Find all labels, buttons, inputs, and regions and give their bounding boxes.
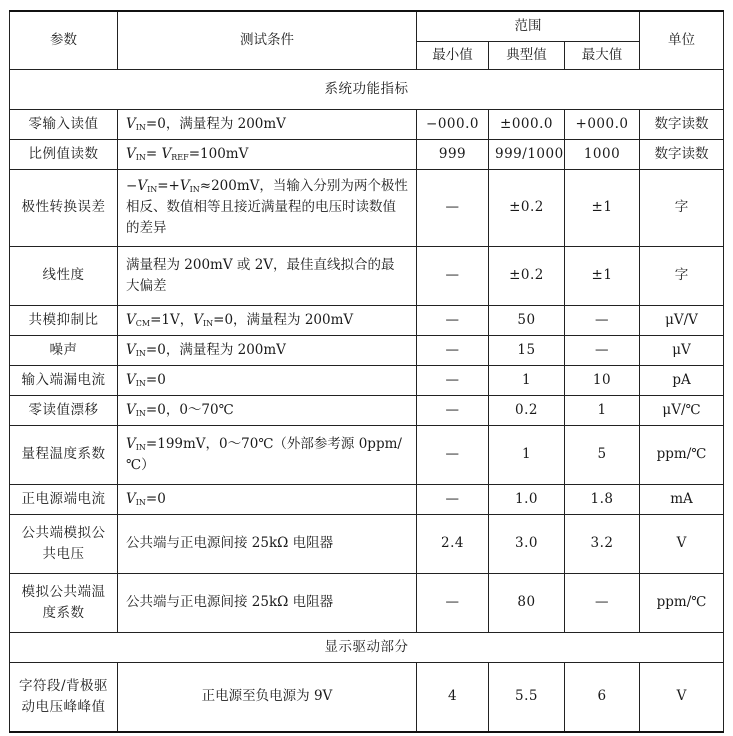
symbol-sub: IN [135, 408, 146, 418]
table-row [10, 109, 724, 139]
param-cell: 正电源端电流 [10, 484, 118, 514]
header-min: 最小值 [417, 41, 489, 69]
condition-text: ≈200mV，当输入分别为两个极性相反、数值相等且接近满量程的电压时读数值的差异 [126, 178, 408, 236]
param-cell: 公共端模拟公共电压 [10, 514, 118, 573]
symbol-sub: IN [135, 442, 146, 452]
symbol-sub: IN [135, 378, 146, 388]
max-cell: 6 [565, 662, 640, 732]
typ-cell: 1 [489, 365, 565, 395]
symbol-v: V [126, 145, 136, 162]
table-row [10, 139, 724, 169]
param-cell: 字符段/背极驱动电压峰峰值 [10, 662, 118, 732]
unit-cell: V [640, 514, 724, 573]
typ-cell: 999/1000 [489, 139, 565, 169]
condition-text: =+ [157, 178, 180, 195]
typ-cell: 3.0 [489, 514, 565, 573]
min-cell: 999 [417, 139, 489, 169]
param-cell: 输入端漏电流 [10, 365, 118, 395]
unit-cell: 字 [640, 169, 724, 246]
param-cell: 量程温度系数 [10, 425, 118, 484]
header-condition: 测试条件 [118, 11, 417, 69]
header-max: 最大值 [565, 41, 640, 69]
max-cell: 3.2 [565, 514, 640, 573]
condition-text: = [145, 145, 162, 162]
condition-cell [118, 484, 417, 514]
min-cell: — [417, 484, 489, 514]
typ-cell: 15 [489, 335, 565, 365]
param-cell: 零读值漂移 [10, 395, 118, 425]
unit-cell: ppm/℃ [640, 573, 724, 632]
table-row [10, 395, 724, 425]
symbol-sub: IN [147, 185, 158, 195]
table-row [10, 573, 724, 632]
max-cell: — [565, 305, 640, 335]
min-cell: 4 [417, 662, 489, 732]
condition-text: =0，0～70℃ [145, 401, 234, 418]
symbol-v: V [193, 311, 203, 328]
condition-text: =0，满量程为 200mV [145, 341, 286, 358]
condition-text: =0 [145, 490, 166, 507]
unit-cell: 数字读数 [640, 109, 724, 139]
param-cell: 极性转换误差 [10, 169, 118, 246]
table-row [10, 484, 724, 514]
typ-cell: 50 [489, 305, 565, 335]
header-param: 参数 [10, 11, 118, 69]
param-cell: 零输入读值 [10, 109, 118, 139]
table-row [10, 246, 724, 305]
header-unit: 单位 [640, 11, 724, 69]
param-cell: 噪声 [10, 335, 118, 365]
typ-cell: ±0.2 [489, 246, 565, 305]
condition-cell [118, 335, 417, 365]
symbol-v: V [126, 115, 136, 132]
table-row [10, 514, 724, 573]
symbol-v: V [126, 490, 136, 507]
min-cell: — [417, 425, 489, 484]
section-system: 系统功能指标 [10, 69, 724, 109]
max-cell: 5 [565, 425, 640, 484]
min-cell: — [417, 395, 489, 425]
param-cell: 共模抑制比 [10, 305, 118, 335]
condition-cell: 公共端与正电源间接 25kΩ 电阻器 [118, 573, 417, 632]
symbol-sub: CM [135, 318, 151, 328]
symbol-v: V [179, 178, 190, 195]
typ-cell: 1.0 [489, 484, 565, 514]
min-cell: — [417, 305, 489, 335]
table-row [10, 662, 724, 732]
symbol-v: V [126, 341, 136, 358]
header-typ: 典型值 [489, 41, 565, 69]
typ-cell: 0.2 [489, 395, 565, 425]
symbol-sub: IN [135, 497, 146, 507]
condition-text: =199mV，0～70℃（外部参考源 0ppm/℃） [126, 435, 402, 473]
condition-text: =0 [145, 371, 166, 388]
section-display: 显示驱动部分 [10, 632, 724, 662]
symbol-sub: IN [135, 122, 146, 132]
param-cell: 线性度 [10, 246, 118, 305]
condition-text: =0，满量程为 200mV [213, 311, 354, 328]
condition-cell [118, 365, 417, 395]
table-row [10, 305, 724, 335]
unit-cell: μV/℃ [640, 395, 724, 425]
symbol-v: V [126, 435, 136, 452]
symbol-v: V [137, 178, 148, 195]
max-cell: 10 [565, 365, 640, 395]
symbol-sub: REF [171, 152, 189, 162]
unit-cell: 字 [640, 246, 724, 305]
min-cell: — [417, 573, 489, 632]
unit-cell: V [640, 662, 724, 732]
typ-cell: ±0.2 [489, 169, 565, 246]
condition-cell: 公共端与正电源间接 25kΩ 电阻器 [118, 514, 417, 573]
min-cell: — [417, 365, 489, 395]
symbol-sub: IN [135, 348, 146, 358]
min-cell: −000.0 [417, 109, 489, 139]
min-cell: 2.4 [417, 514, 489, 573]
typ-cell: 80 [489, 573, 565, 632]
table-row [10, 335, 724, 365]
condition-cell [118, 395, 417, 425]
condition-cell [118, 139, 417, 169]
unit-cell: 数字读数 [640, 139, 724, 169]
typ-cell: 1 [489, 425, 565, 484]
condition-text: =100mV [188, 145, 249, 162]
symbol-sub: IN [202, 318, 214, 328]
condition-cell [118, 425, 417, 484]
max-cell: 1 [565, 395, 640, 425]
max-cell: — [565, 573, 640, 632]
unit-cell: μV [640, 335, 724, 365]
table-row [10, 169, 724, 246]
condition-text: =0，满量程为 200mV [145, 115, 286, 132]
max-cell: — [565, 335, 640, 365]
header-range: 范围 [417, 11, 640, 41]
table-row [10, 425, 724, 484]
unit-cell: pA [640, 365, 724, 395]
unit-cell: μV/V [640, 305, 724, 335]
condition-text: =1V， [150, 311, 194, 328]
unit-cell: ppm/℃ [640, 425, 724, 484]
param-cell: 比例值读数 [10, 139, 118, 169]
max-cell: ±1 [565, 246, 640, 305]
symbol-v: V [126, 371, 136, 388]
condition-cell: 正电源至负电源为 9V [118, 662, 417, 732]
spec-table [9, 10, 724, 733]
max-cell: ±1 [565, 169, 640, 246]
max-cell: 1.8 [565, 484, 640, 514]
unit-cell: mA [640, 484, 724, 514]
param-cell: 模拟公共端温度系数 [10, 573, 118, 632]
condition-cell: 满量程为 200mV 或 2V，最佳直线拟合的最大偏差 [118, 246, 417, 305]
typ-cell: ±000.0 [489, 109, 565, 139]
symbol-sub: IN [135, 152, 146, 162]
symbol-sub: IN [189, 185, 200, 195]
table-row [10, 365, 724, 395]
symbol-v: V [161, 145, 172, 162]
condition-cell [118, 169, 417, 246]
typ-cell: 5.5 [489, 662, 565, 732]
max-cell: +000.0 [565, 109, 640, 139]
symbol-v: V [126, 311, 136, 328]
min-cell: — [417, 335, 489, 365]
symbol-v: V [126, 401, 136, 418]
condition-cell [118, 109, 417, 139]
condition-cell [118, 305, 417, 335]
min-cell: — [417, 246, 489, 305]
max-cell: 1000 [565, 139, 640, 169]
min-cell: — [417, 169, 489, 246]
condition-text: − [126, 178, 138, 195]
